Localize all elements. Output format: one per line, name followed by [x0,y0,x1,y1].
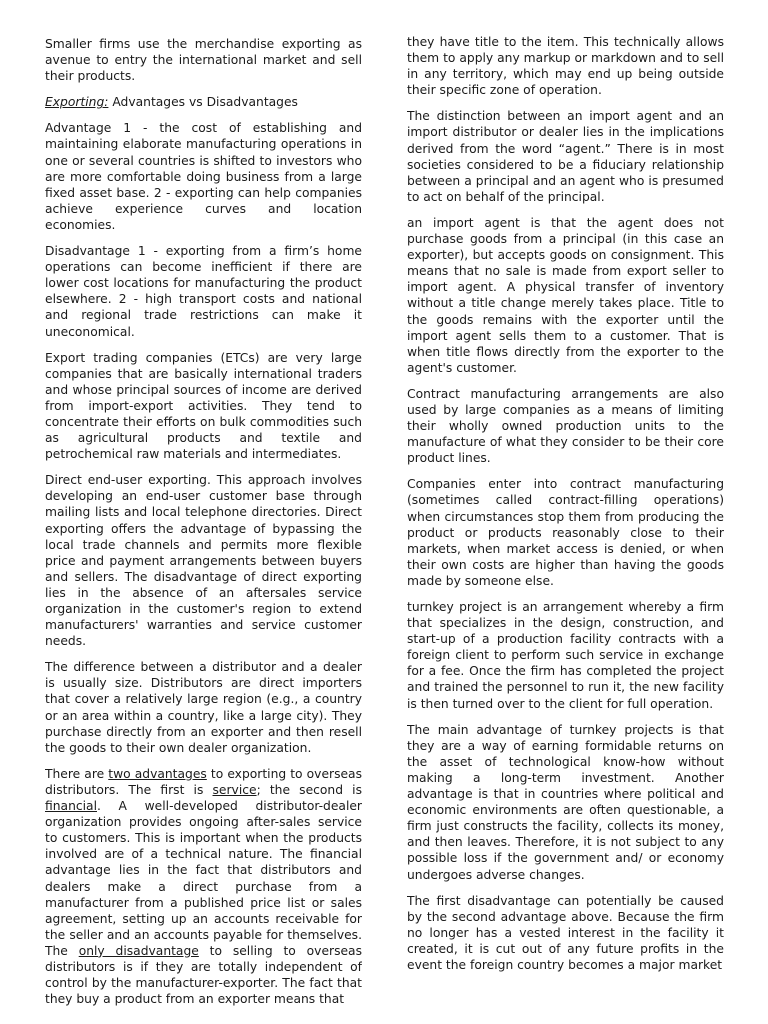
paragraph-advantages: Advantage 1 - the cost of establishing and maintaining elaborate manufacturing operations in one or several countries is shifted to investors who are more comfortable doing business from a large fixed asset base. 2 - exporting can help companies achieve experience curves and location economies. [45,121,362,232]
paragraph-turnkey-disadvantage: The first disadvantage can potentially be caused by the second advantage above. Because the firm no longer has a vested interest in the facility it created, it is cut out of any future profits in the event the foreign country becomes a major market [407,893,724,972]
right-column [407,34,724,1024]
text-run: There are [45,766,109,781]
paragraph-import-agent-consignment: an import agent is that the agent does not purchase goods from a principal (in this case an exporter), but accepts goods on consignment. This means that no sale is made from export seller to import agent. A physical transfer of inventory without a title change merely takes place. Title to the goods remains with the exporter until the import agent sells them to a customer. That is when title flows directly from the exporter to the agent's customer. [407,215,724,375]
paragraph-direct-end-user-exporting: Direct end-user exporting. This approach involves developing an end-user customer base through mailing lists and local telephone directories. Direct exporting offers the advantage of bypassing the local trade channels and permits more flexible price and payment arrangements between buyers and sellers. The disadvantage of direct exporting lies in the absence of an aftersales service organization in the customer's region to extend manufacturers' warranties and service customer needs. [45,473,362,649]
paragraph-import-agent-distinction: The distinction between an import agent and an import distributor or dealer lies in the implications derived from the word “agent.” There is in most societies considered to be a fiduciary relationship between a principal and an agent who is presumed to act on behalf of the principal. [407,109,724,204]
text-run: ; the second is [256,782,362,797]
paragraph-export-trading-companies: Export trading companies (ETCs) are very large companies that are basically international traders and whose principal sources of income are derived from import-export activities. They tend to concentrate their efforts on bulk commodities such as agricultural products and textile and petrochemical raw materials and intermediates. [45,350,362,462]
paragraph-distributor-advantages [45,766,362,1007]
paragraph-distributor-vs-dealer: The difference between a distributor and a dealer is usually size. Distributors are direct importers that cover a relatively large region (e.g., a country or an area within a country, like a large city). They purchase directly from an exporter and then resell the goods to their own dealer organization. [45,660,362,755]
underlined-only-disadvantage: only disadvantage [78,943,199,958]
underlined-financial: financial [45,799,97,814]
paragraph-turnkey-project: turnkey project is an arrangement whereby a firm that specializes in the design, construction, and start-up of a production facility contracts with a foreign client to perform such service in exchange for a fee. Once the firm has completed the project and trained the personnel to run it, the new facility is then turned over to the client for full operation. [407,600,724,711]
section-heading-exporting [45,94,362,110]
left-column [45,36,362,1024]
paragraph-disadvantages: Disadvantage 1 - exporting from a firm’s home operations can become inefficient if there are lower cost locations for manufacturing the product elsewhere. 2 - high transport costs and national and regional trade restrictions can make it uneconomical. [45,244,362,339]
text-run: to selling to overseas distributors is if they are totally independent of control by the manufacturer-exporter. The fact that they buy a product from an exporter means that [45,943,362,1007]
heading-exporting-label: Exporting: [45,95,109,110]
paragraph-title-to-item: they have title to the item. This technically allows them to apply any markup or markdown and to sell in any territory, which may end up being outside their specific zone of operation. [407,35,724,98]
heading-exporting-rest: Advantages vs Disadvantages [108,95,298,110]
text-run: to exporting to overseas distributors. The first is [45,766,362,797]
paragraph-turnkey-advantages: The main advantage of turnkey projects is that they are a way of earning formidable returns on the asset of technological know-how without making a long-term investment. Another advantage is that in countries where political and economic environments are often questionable, a firm just constructs the facility, collects its money, and then leaves. Therefore, it is not subject to any possible loss if the government and/ or economy undergoes adverse changes. [407,722,724,882]
underlined-service: service [212,782,257,797]
text-run: . A well-developed distributor-dealer organization provides ongoing after-sales service to customers. This is important when the products involved are of a technical nature. The financial advantage lies in the fact that distributors and dealers make a direct purchase from a manufacturer from a published price list or sales agreement, setting up an accounts receivable for the seller and an accounts payable for themselves. The [45,799,362,958]
paragraph-contract-filling: Companies enter into contract manufacturing (sometimes called contract-filling operations) when circumstances stop them from producing the product or products reasonably close to their markets, when market access is denied, or when their own costs are higher than having the goods made by someone else. [407,477,724,588]
paragraph-contract-manufacturing: Contract manufacturing arrangements are also used by large companies as a means of limiting their wholly owned production units to the manufacture of what they consider to be their core product lines. [407,386,724,466]
paragraph-merchandise-exporting: Smaller firms use the merchandise exporting as avenue to entry the international market and sell their products. [45,37,362,84]
underlined-two-advantages: two advantages [108,766,207,781]
